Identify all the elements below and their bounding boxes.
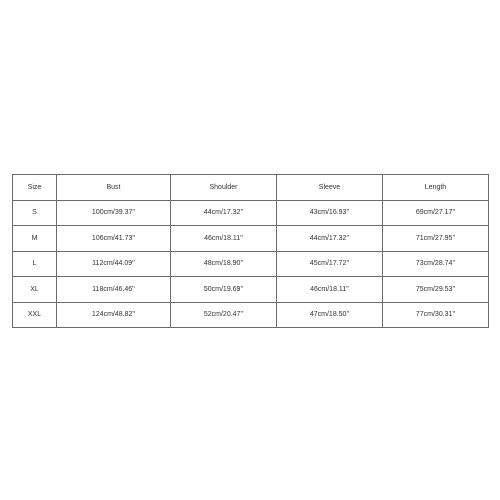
cell-length: 77cm/30.31'' xyxy=(383,302,489,328)
cell-bust: 124cm/48.82'' xyxy=(57,302,171,328)
header-size: Size xyxy=(13,175,57,201)
cell-shoulder: 46cm/18.11'' xyxy=(171,226,277,252)
table-row xyxy=(13,200,489,226)
cell-sleeve: 45cm/17.72'' xyxy=(277,251,383,277)
cell-length: 71cm/27.95'' xyxy=(383,226,489,252)
cell-bust: 112cm/44.09'' xyxy=(57,251,171,277)
cell-bust: 118cm/46.46'' xyxy=(57,277,171,303)
cell-size: XXL xyxy=(13,302,57,328)
size-chart-table xyxy=(12,174,489,328)
cell-bust: 100cm/39.37'' xyxy=(57,200,171,226)
cell-bust: 106cm/41.73'' xyxy=(57,226,171,252)
cell-sleeve: 44cm/17.32'' xyxy=(277,226,383,252)
cell-length: 69cm/27.17'' xyxy=(383,200,489,226)
cell-size: M xyxy=(13,226,57,252)
cell-length: 73cm/28.74'' xyxy=(383,251,489,277)
table-row xyxy=(13,226,489,252)
header-shoulder: Shoulder xyxy=(171,175,277,201)
cell-sleeve: 46cm/18.11'' xyxy=(277,277,383,303)
cell-length: 75cm/29.53'' xyxy=(383,277,489,303)
header-row xyxy=(13,175,489,201)
cell-shoulder: 52cm/20.47'' xyxy=(171,302,277,328)
cell-shoulder: 48cm/18.90'' xyxy=(171,251,277,277)
cell-sleeve: 43cm/16.93'' xyxy=(277,200,383,226)
header-length: Length xyxy=(383,175,489,201)
cell-size: S xyxy=(13,200,57,226)
table-row xyxy=(13,251,489,277)
table-row xyxy=(13,277,489,303)
cell-shoulder: 44cm/17.32'' xyxy=(171,200,277,226)
table-row xyxy=(13,302,489,328)
cell-size: XL xyxy=(13,277,57,303)
header-sleeve: Sleeve xyxy=(277,175,383,201)
cell-shoulder: 50cm/19.69'' xyxy=(171,277,277,303)
cell-size: L xyxy=(13,251,57,277)
cell-sleeve: 47cm/18.50'' xyxy=(277,302,383,328)
header-bust: Bust xyxy=(57,175,171,201)
